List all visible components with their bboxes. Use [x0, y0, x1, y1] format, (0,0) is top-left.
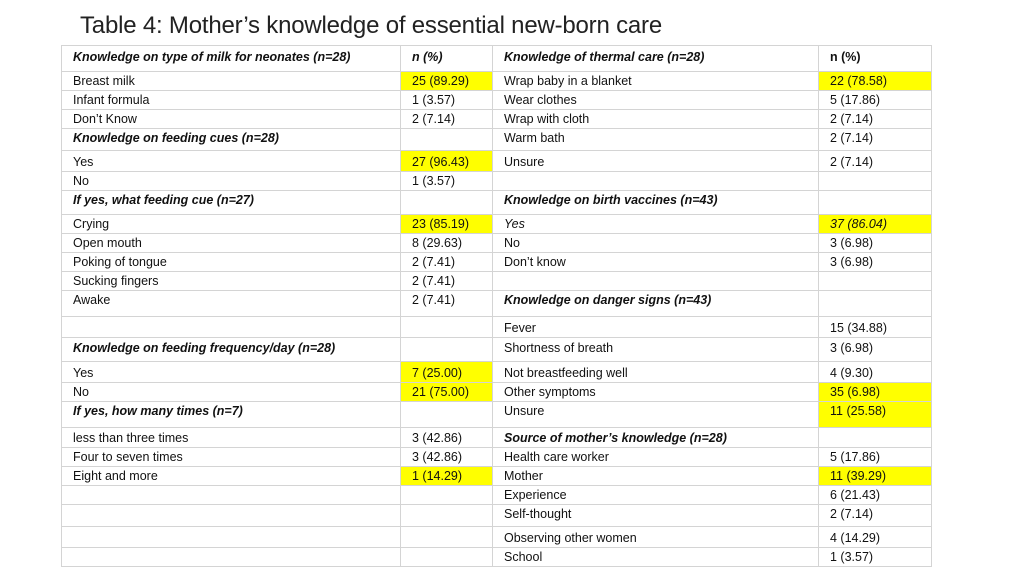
right-value-cell: 5 (17.86) — [819, 448, 932, 467]
left-value-cell: 1 (3.57) — [401, 172, 493, 191]
right-label-cell: Wrap baby in a blanket — [493, 72, 819, 91]
table-row — [62, 338, 932, 362]
left-label-cell: If yes, how many times (n=7) — [62, 402, 401, 428]
table-row — [62, 362, 932, 383]
left-value-cell — [401, 505, 493, 527]
right-label-cell: Not breastfeeding well — [493, 362, 819, 383]
table-row — [62, 215, 932, 234]
right-value-cell: 4 (14.29) — [819, 527, 932, 548]
table-row — [62, 467, 932, 486]
left-value-cell: 27 (96.43) — [401, 151, 493, 172]
right-label-cell: Warm bath — [493, 129, 819, 151]
right-label-cell: Wrap with cloth — [493, 110, 819, 129]
right-label-cell: Knowledge on birth vaccines (n=43) — [493, 191, 819, 215]
table-row — [62, 486, 932, 505]
left-label-cell — [62, 486, 401, 505]
left-value-cell: 1 (3.57) — [401, 91, 493, 110]
right-label-cell: Knowledge of thermal care (n=28) — [493, 46, 819, 72]
left-value-cell: n (%) — [401, 46, 493, 72]
right-value-cell: 11 (39.29) — [819, 467, 932, 486]
right-value-cell: 37 (86.04) — [819, 215, 932, 234]
right-value-cell: 5 (17.86) — [819, 91, 932, 110]
right-value-cell: 35 (6.98) — [819, 383, 932, 402]
table-row — [62, 234, 932, 253]
right-label-cell: Yes — [493, 215, 819, 234]
right-value-cell: 2 (7.14) — [819, 151, 932, 172]
table-row — [62, 129, 932, 151]
right-value-cell: 15 (34.88) — [819, 317, 932, 338]
right-label-cell — [493, 172, 819, 191]
right-value-cell: n (%) — [819, 46, 932, 72]
left-label-cell: Four to seven times — [62, 448, 401, 467]
right-value-cell: 3 (6.98) — [819, 253, 932, 272]
left-value-cell: 7 (25.00) — [401, 362, 493, 383]
left-label-cell: Knowledge on feeding cues (n=28) — [62, 129, 401, 151]
left-label-cell: Crying — [62, 215, 401, 234]
right-value-cell — [819, 291, 932, 317]
right-value-cell — [819, 272, 932, 291]
table-row — [62, 383, 932, 402]
right-label-cell: Unsure — [493, 402, 819, 428]
right-label-cell: Mother — [493, 467, 819, 486]
left-label-cell: Open mouth — [62, 234, 401, 253]
right-value-cell: 11 (25.58) — [819, 402, 932, 428]
table-row — [62, 91, 932, 110]
right-value-cell: 1 (3.57) — [819, 548, 932, 567]
right-value-cell: 3 (6.98) — [819, 338, 932, 362]
left-value-cell — [401, 129, 493, 151]
left-label-cell — [62, 548, 401, 567]
right-value-cell — [819, 191, 932, 215]
left-value-cell: 1 (14.29) — [401, 467, 493, 486]
table-row — [62, 317, 932, 338]
right-value-cell: 3 (6.98) — [819, 234, 932, 253]
right-value-cell: 22 (78.58) — [819, 72, 932, 91]
left-label-cell: No — [62, 383, 401, 402]
left-label-cell — [62, 505, 401, 527]
left-value-cell — [401, 486, 493, 505]
right-value-cell: 2 (7.14) — [819, 129, 932, 151]
table-row — [62, 448, 932, 467]
right-label-cell: Other symptoms — [493, 383, 819, 402]
right-value-cell: 2 (7.14) — [819, 110, 932, 129]
table-row — [62, 191, 932, 215]
right-value-cell: 4 (9.30) — [819, 362, 932, 383]
left-value-cell: 3 (42.86) — [401, 448, 493, 467]
left-value-cell: 2 (7.41) — [401, 291, 493, 317]
table-row — [62, 110, 932, 129]
right-label-cell: Health care worker — [493, 448, 819, 467]
left-value-cell — [401, 338, 493, 362]
right-label-cell: Wear clothes — [493, 91, 819, 110]
left-label-cell: less than three times — [62, 428, 401, 448]
table-row — [62, 548, 932, 567]
right-label-cell: Observing other women — [493, 527, 819, 548]
left-label-cell: Breast milk — [62, 72, 401, 91]
table-row — [62, 402, 932, 428]
table-row — [62, 527, 932, 548]
left-label-cell — [62, 527, 401, 548]
right-label-cell — [493, 272, 819, 291]
left-label-cell: Knowledge on feeding frequency/day (n=28) — [62, 338, 401, 362]
table-row — [62, 46, 932, 72]
right-value-cell — [819, 172, 932, 191]
left-value-cell: 25 (89.29) — [401, 72, 493, 91]
left-value-cell — [401, 317, 493, 338]
left-value-cell: 23 (85.19) — [401, 215, 493, 234]
right-label-cell: Fever — [493, 317, 819, 338]
table-row — [62, 428, 932, 448]
right-label-cell: Don’t know — [493, 253, 819, 272]
left-value-cell — [401, 527, 493, 548]
left-value-cell: 2 (7.41) — [401, 272, 493, 291]
right-label-cell: Source of mother’s knowledge (n=28) — [493, 428, 819, 448]
right-label-cell: No — [493, 234, 819, 253]
left-label-cell: Poking of tongue — [62, 253, 401, 272]
left-value-cell: 2 (7.14) — [401, 110, 493, 129]
left-value-cell — [401, 191, 493, 215]
left-label-cell: No — [62, 172, 401, 191]
right-label-cell: Experience — [493, 486, 819, 505]
right-label-cell: Knowledge on danger signs (n=43) — [493, 291, 819, 317]
table-row — [62, 272, 932, 291]
left-label-cell: Yes — [62, 362, 401, 383]
table-row — [62, 253, 932, 272]
page-title: Table 4: Mother’s knowledge of essential new-born care — [80, 12, 662, 39]
right-label-cell: Shortness of breath — [493, 338, 819, 362]
left-label-cell: Awake — [62, 291, 401, 317]
left-label-cell: Sucking fingers — [62, 272, 401, 291]
table-row — [62, 291, 932, 317]
table-row — [62, 151, 932, 172]
right-label-cell: Unsure — [493, 151, 819, 172]
knowledge-table — [61, 45, 932, 567]
right-label-cell: School — [493, 548, 819, 567]
table-row — [62, 505, 932, 527]
left-value-cell — [401, 402, 493, 428]
left-value-cell — [401, 548, 493, 567]
left-label-cell — [62, 317, 401, 338]
table-row — [62, 72, 932, 91]
left-label-cell: Eight and more — [62, 467, 401, 486]
table-row — [62, 172, 932, 191]
left-value-cell: 3 (42.86) — [401, 428, 493, 448]
left-value-cell: 21 (75.00) — [401, 383, 493, 402]
right-value-cell: 6 (21.43) — [819, 486, 932, 505]
left-value-cell: 2 (7.41) — [401, 253, 493, 272]
left-label-cell: Knowledge on type of milk for neonates (n=28) — [62, 46, 401, 72]
right-value-cell: 2 (7.14) — [819, 505, 932, 527]
left-label-cell: Infant formula — [62, 91, 401, 110]
right-label-cell: Self-thought — [493, 505, 819, 527]
right-value-cell — [819, 428, 932, 448]
left-label-cell: Yes — [62, 151, 401, 172]
left-value-cell: 8 (29.63) — [401, 234, 493, 253]
left-label-cell: If yes, what feeding cue (n=27) — [62, 191, 401, 215]
left-label-cell: Don’t Know — [62, 110, 401, 129]
